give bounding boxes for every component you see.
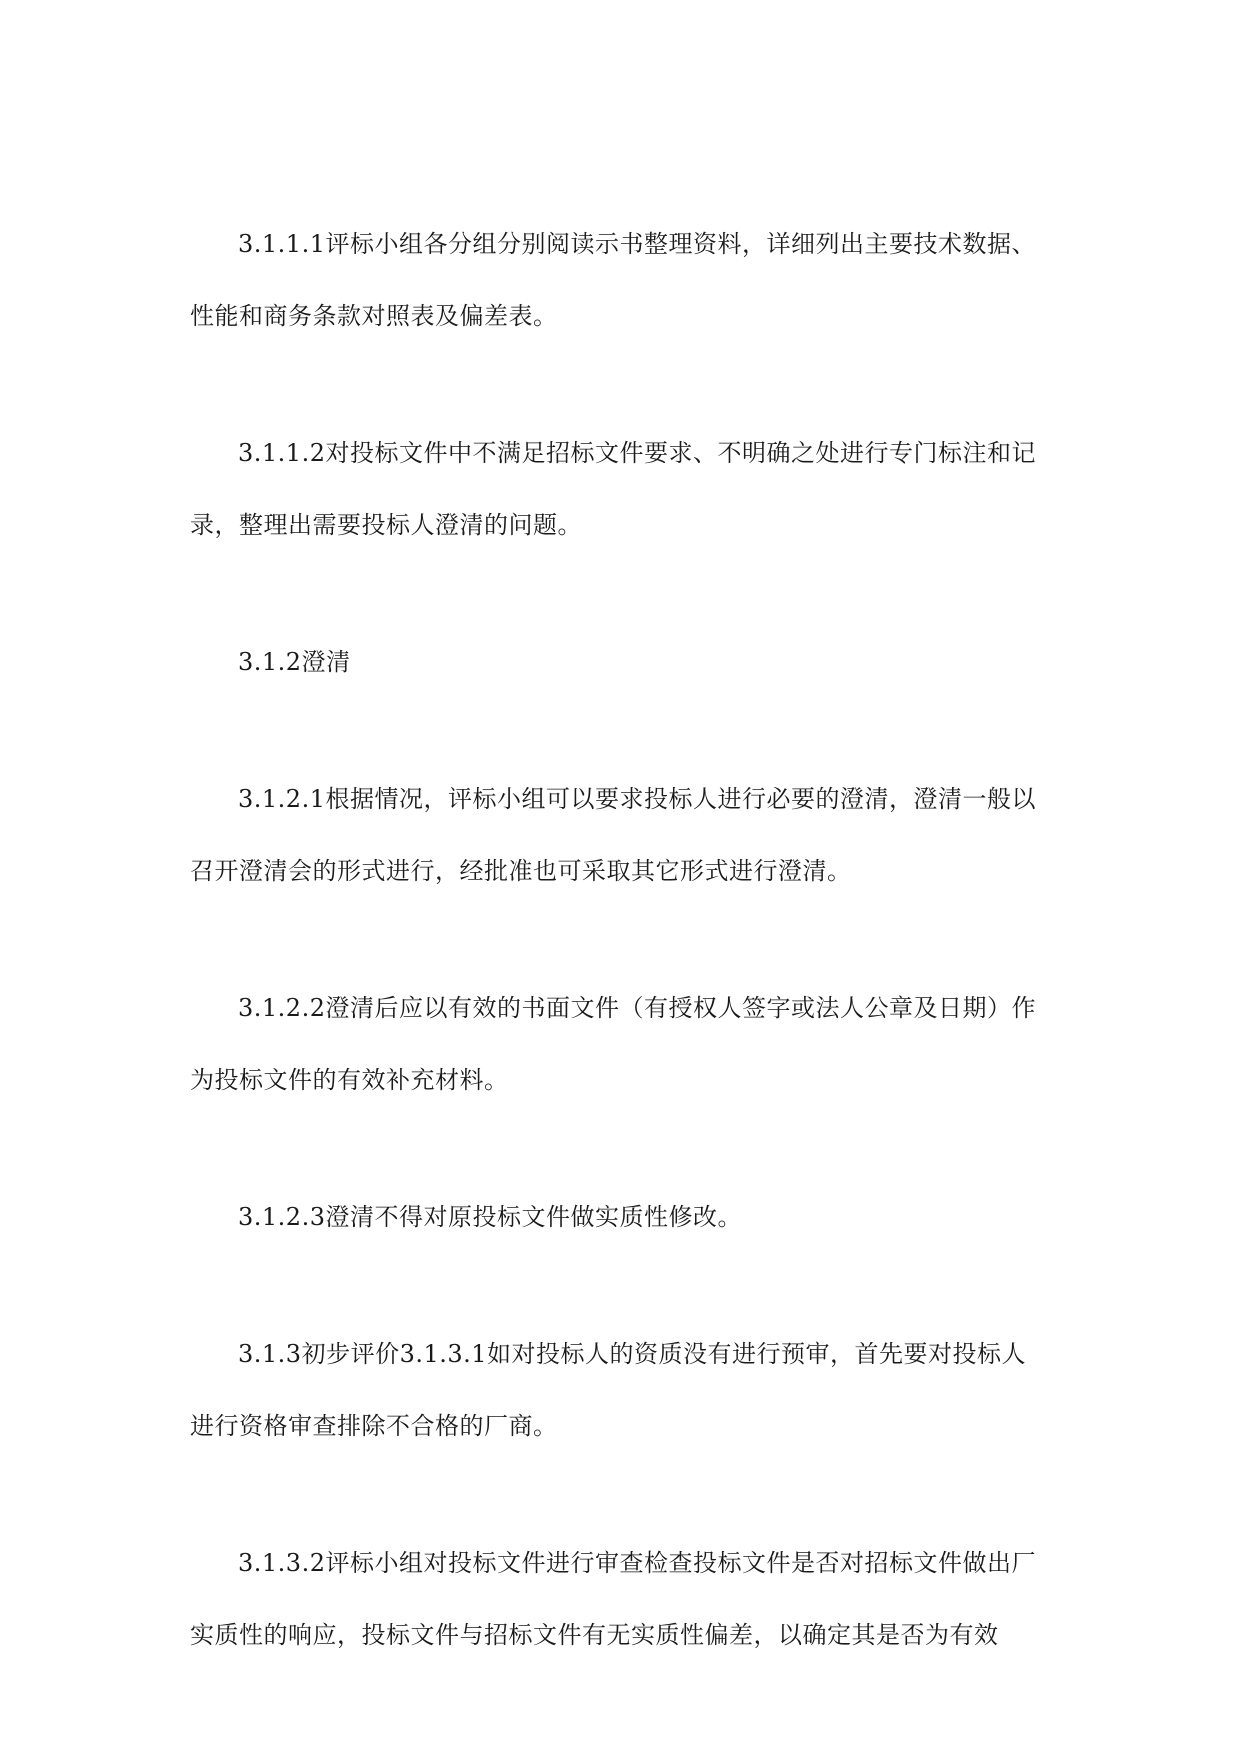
paragraph-3-1-1-2: 3.1.1.2对投标文件中不满足招标文件要求、不明确之处进行专门标注和记录，整理出需要投标人澄清的问题。 xyxy=(190,439,1036,539)
document-body xyxy=(190,208,1050,1671)
paragraph-3-1-3-2: 3.1.3.2评标小组对投标文件进行审查检查投标文件是否对招标文件做出厂实质性的响应，投标文件与招标文件有无实质性偏差，以确定其是否为有效 xyxy=(190,1549,1036,1649)
paragraph-3-1-2-1: 3.1.2.1根据情况，评标小组可以要求投标人进行必要的澄清，澄清一般以召开澄清会的形式进行，经批准也可采取其它形式进行澄清。 xyxy=(190,785,1036,885)
paragraph-3-1-1-1: 3.1.1.1评标小组各分组分别阅读示书整理资料，详细列出主要技术数据、性能和商务条款对照表及偏差表。 xyxy=(190,230,1036,330)
paragraph-3-1-3: 3.1.3初步评价3.1.3.1如对投标人的资质没有进行预审，首先要对投标人进行资格审查排除不合格的厂商。 xyxy=(190,1340,1027,1440)
section-heading-3-1-2: 3.1.2澄清 xyxy=(238,648,351,676)
paragraph-3-1-2-2: 3.1.2.2澄清后应以有效的书面文件（有授权人签字或法人公章及日期）作为投标文件的有效补充材料。 xyxy=(190,994,1036,1094)
paragraph-3-1-2-3: 3.1.2.3澄清不得对原投标文件做实质性修改。 xyxy=(238,1203,742,1231)
